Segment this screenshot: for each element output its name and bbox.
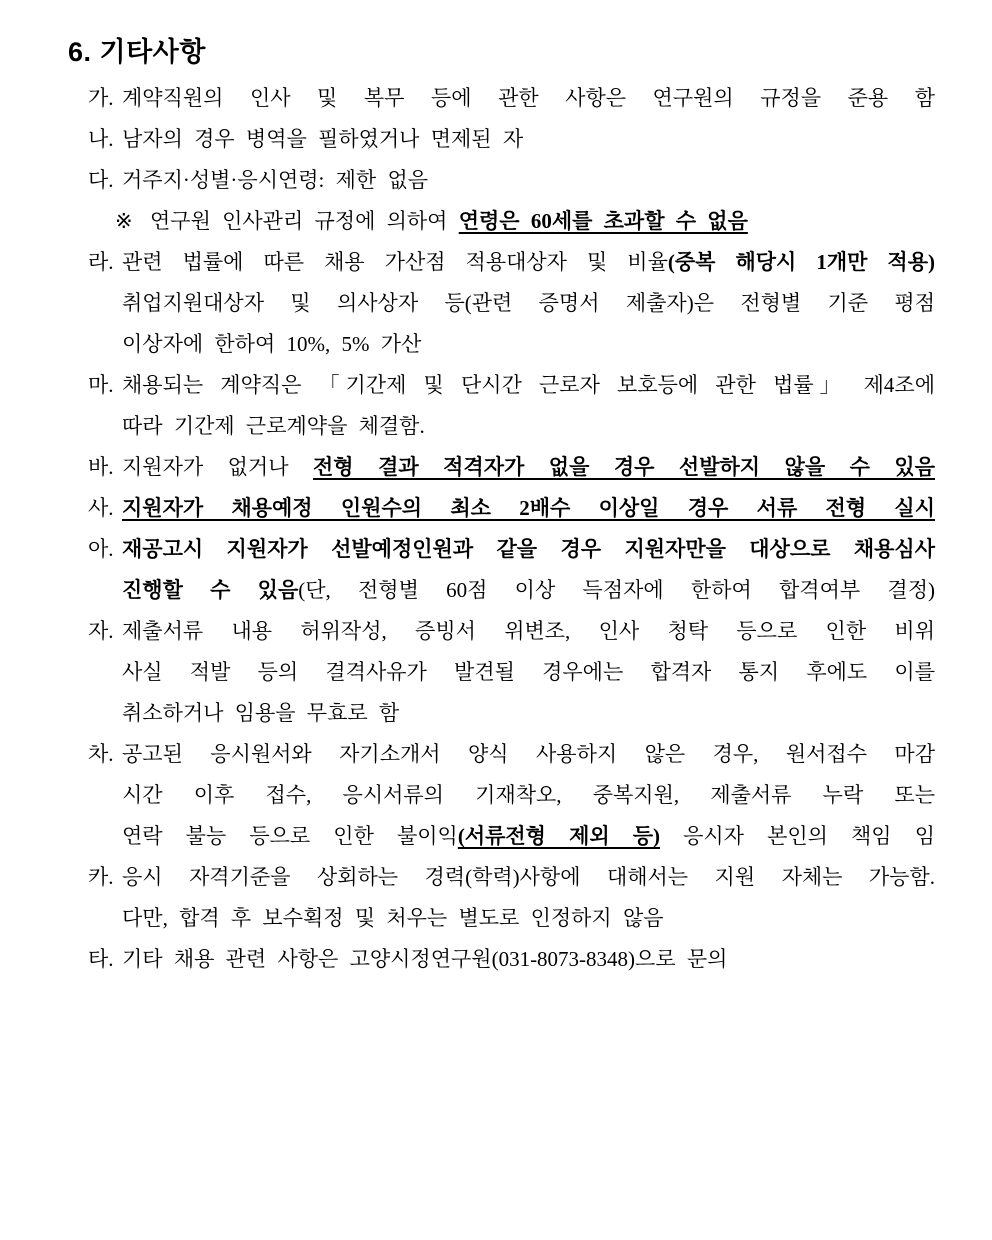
item-text: 다만, 합격 후 보수획정 및 처우는 별도로 인정하지 않음 (122, 906, 664, 930)
item-text-bold: 진행할 수 있음 (122, 578, 299, 602)
note-text: 연구원 인사관리 규정에 의하여 (150, 209, 459, 233)
item-a-cont (122, 570, 935, 611)
item-text-emphasis: (서류전형 제외 등) (457, 824, 661, 848)
item-text: 이상자에 한하여 10%, 5% 가산 (122, 332, 422, 356)
item-ja-cont-2 (122, 693, 935, 734)
item-text: 시간 이후 접수, 응시서류의 기재착오, 중복지원, 제출서류 누락 또는 (122, 783, 935, 807)
item-ta (88, 939, 935, 980)
item-cha-cont-2 (122, 816, 935, 857)
item-text: 취업지원대상자 및 의사상자 등(관련 증명서 제출자)은 전형별 기준 평점 (122, 291, 935, 315)
item-ka (88, 857, 935, 898)
item-text: 제출서류 내용 허위작성, 증빙서 위변조, 인사 청탁 등으로 인한 비위 (122, 619, 935, 643)
item-text: 응시 자격기준을 상회하는 경력(학력)사항에 대해서는 지원 자체는 가능함. (122, 865, 935, 889)
note-age-limit (115, 201, 935, 242)
item-marker: 바. (88, 455, 114, 479)
item-marker: 나. (88, 127, 114, 151)
item-ra (88, 242, 936, 283)
item-a (88, 529, 935, 570)
item-marker: 마. (88, 373, 114, 397)
item-text: 취소하거나 임용을 무효로 함 (122, 701, 400, 725)
item-marker: 라. (88, 250, 114, 274)
reference-mark-icon: ※ (115, 209, 133, 233)
item-da (88, 160, 935, 201)
item-marker: 자. (88, 619, 114, 643)
item-marker: 카. (88, 865, 114, 889)
item-ja (88, 611, 935, 652)
item-text: 지원자가 없거나 (122, 455, 313, 479)
item-sa (88, 488, 935, 529)
item-ra-cont-2 (122, 324, 935, 365)
item-marker: 다. (88, 168, 114, 192)
item-text: 관련 법률에 따른 채용 가산점 적용대상자 및 비율 (122, 250, 668, 274)
item-text: 연락 불능 등으로 인한 불이익 (122, 824, 458, 848)
item-marker: 가. (88, 86, 114, 110)
item-cha (88, 734, 935, 775)
item-text-emphasis: 전형 결과 적격자가 없을 경우 선발하지 않을 수 있음 (313, 455, 935, 479)
item-text-bold: 재공고시 지원자가 선발예정인원과 같을 경우 지원자만을 대상으로 채용심사 (122, 537, 935, 561)
item-text: 공고된 응시원서와 자기소개서 양식 사용하지 않은 경우, 원서접수 마감 (122, 742, 935, 766)
item-ga (88, 78, 935, 119)
item-text: 계약직원의 인사 및 복무 등에 관한 사항은 연구원의 규정을 준용 함 (122, 86, 935, 110)
item-ra-cont-1 (122, 283, 935, 324)
item-text-emphasis: 지원자가 채용예정 인원수의 최소 2배수 이상일 경우 서류 전형 실시 (122, 496, 935, 520)
item-text: 사실 적발 등의 결격사유가 발견될 경우에는 합격자 통지 후에도 이를 (122, 660, 935, 684)
item-text: (단, 전형별 60점 이상 득점자에 한하여 합격여부 결정) (298, 578, 935, 602)
item-na (88, 119, 935, 160)
item-ba (88, 447, 935, 488)
item-marker: 타. (88, 947, 114, 971)
item-text: 남자의 경우 병역을 필하였거나 면제된 자 (122, 127, 524, 151)
item-text: 채용되는 계약직은 「기간제 및 단시간 근로자 보호등에 관한 법률」 제4조에 (122, 373, 935, 397)
item-text: 따라 기간제 근로계약을 체결함. (122, 414, 425, 438)
item-text: 거주지·성별·응시연령: 제한 없음 (122, 168, 429, 192)
item-ka-cont (122, 898, 935, 939)
section-heading: 6. 기타사항 (68, 37, 206, 67)
item-ma (88, 365, 935, 406)
item-ja-cont-1 (122, 652, 935, 693)
item-ma-cont (122, 406, 935, 447)
item-marker: 아. (88, 537, 114, 561)
item-text-bold: (중복 해당시 1개만 적용) (667, 250, 936, 274)
item-text: 응시자 본인의 책임 임 (660, 824, 935, 848)
item-marker: 사. (88, 496, 114, 520)
item-marker: 차. (88, 742, 114, 766)
item-text: 기타 채용 관련 사항은 고양시정연구원(031-8073-8348)으로 문의 (122, 947, 728, 971)
note-text-emphasis: 연령은 60세를 초과할 수 없음 (458, 209, 748, 233)
item-cha-cont-1 (122, 775, 935, 816)
